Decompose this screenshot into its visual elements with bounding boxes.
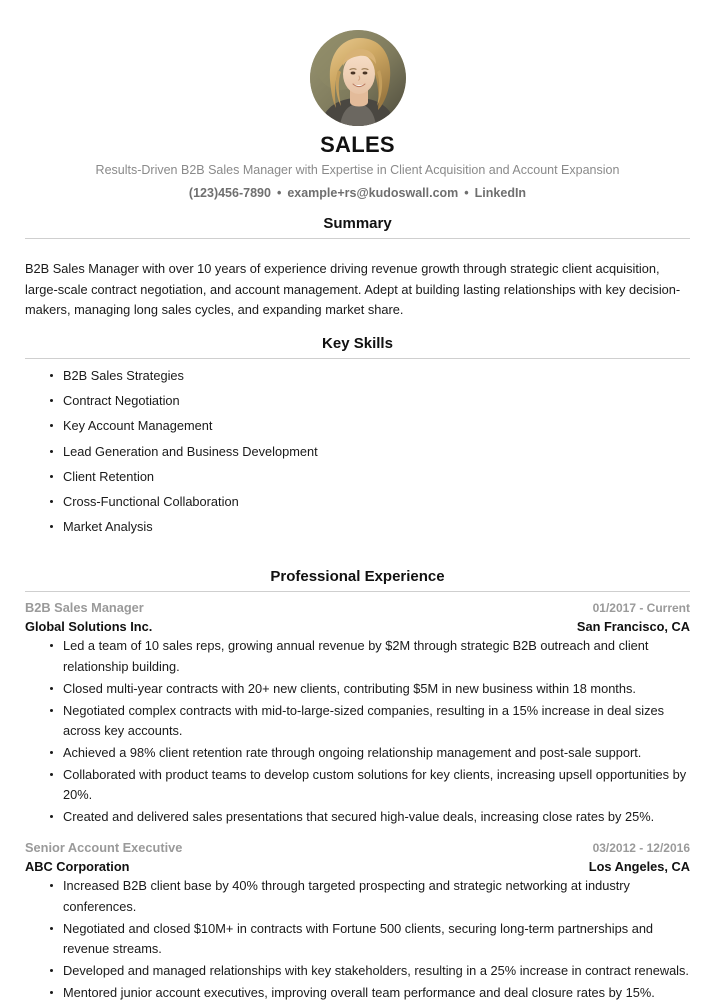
experience-entry — [25, 838, 690, 1004]
page-title: SALES — [320, 132, 395, 157]
list-item: Cross-Functional Collaboration — [63, 492, 690, 513]
list-item: Created and delivered sales presentations that secured high-value deals, increasing close rates by 25%. — [63, 807, 690, 828]
list-item: Lead Generation and Business Development — [63, 442, 690, 463]
job-company: Global Solutions Inc. — [25, 619, 153, 635]
job-location: San Francisco, CA — [576, 619, 690, 635]
job-duties-list — [25, 636, 690, 827]
contact-separator-2: • — [464, 185, 469, 200]
experience-entry-company-row — [25, 857, 690, 876]
list-item: Negotiated and closed $10M+ in contracts with Fortune 500 clients, securing long-term partnerships and revenue streams. — [63, 919, 690, 960]
section-title-summary: Summary — [323, 215, 392, 233]
experience-entry-title-row — [25, 838, 690, 857]
list-item: Led a team of 10 sales reps, growing annual revenue by $2M through strategic B2B outreach and client relationship building. — [63, 636, 690, 677]
list-item: Achieved a 98% client retention rate through ongoing relationship management and post-sale support. — [63, 743, 690, 764]
job-location: Los Angeles, CA — [588, 859, 690, 875]
job-title: Senior Account Executive — [25, 839, 183, 855]
key-skills-body — [25, 359, 690, 538]
section-title-professional-experience: Professional Experience — [270, 568, 445, 586]
list-item: Increased B2B client base by 40% through targeted prospecting and strategic networking at industry conferences. — [63, 876, 690, 917]
contact-separator-1: • — [276, 185, 282, 200]
list-item: Market Analysis — [63, 517, 690, 538]
job-dates: 03/2012 - 12/2016 — [592, 840, 690, 855]
list-item: Developed and managed relationships with key stakeholders, resulting in a 25% increase in contract renewals. — [63, 961, 690, 982]
list-item: Key Account Management — [63, 416, 690, 437]
section-professional-experience — [25, 568, 690, 1004]
key-skills-list — [25, 366, 690, 538]
experience-entry — [25, 598, 690, 828]
experience-entry-company-row — [25, 617, 690, 636]
job-company: ABC Corporation — [25, 859, 130, 875]
list-item: B2B Sales Strategies — [63, 366, 690, 387]
list-item: Closed multi-year contracts with 20+ new clients, contributing $5M in new business within 18 months. — [63, 679, 690, 700]
list-item: Mentored junior account executives, improving overall team performance and deal closure rates by 15%. — [63, 983, 690, 1004]
list-item: Contract Negotiation — [63, 391, 690, 412]
list-item: Collaborated with product teams to develop custom solutions for key clients, increasing upsell opportunities by 20%. — [63, 765, 690, 806]
headshot-photo — [310, 30, 406, 126]
job-title: B2B Sales Manager — [25, 600, 144, 616]
list-item: Client Retention — [63, 467, 690, 488]
contact-line — [25, 185, 690, 201]
list-item: Negotiated complex contracts with mid-to-large-sized companies, resulting in a 15% increase in deal sizes across key accounts. — [63, 701, 690, 742]
linkedin-link[interactable]: LinkedIn — [474, 185, 527, 200]
experience-body — [25, 592, 690, 1004]
section-title-key-skills: Key Skills — [322, 335, 393, 353]
job-duties-list — [25, 876, 690, 1003]
summary-text: B2B Sales Manager with over 10 years of experience driving revenue growth through strategic client acquisition, large-scale contract negotiation, and account management. Adept at building lasting relationships with key decision-makers, managing long sales cycles, and expanding market share. — [25, 260, 681, 318]
professional-headline: Results-Driven B2B Sales Manager with Expertise in Client Acquisition and Account Expansion — [95, 163, 620, 178]
section-key-skills — [25, 335, 690, 538]
phone-number[interactable]: (123)456-7890 — [188, 185, 271, 200]
resume-header — [25, 0, 690, 201]
summary-body — [25, 239, 690, 321]
email-address[interactable]: example+rs@kudoswall.com — [287, 185, 459, 200]
experience-entry-title-row — [25, 598, 690, 617]
job-dates: 01/2017 - Current — [592, 601, 690, 616]
section-summary — [25, 215, 690, 321]
